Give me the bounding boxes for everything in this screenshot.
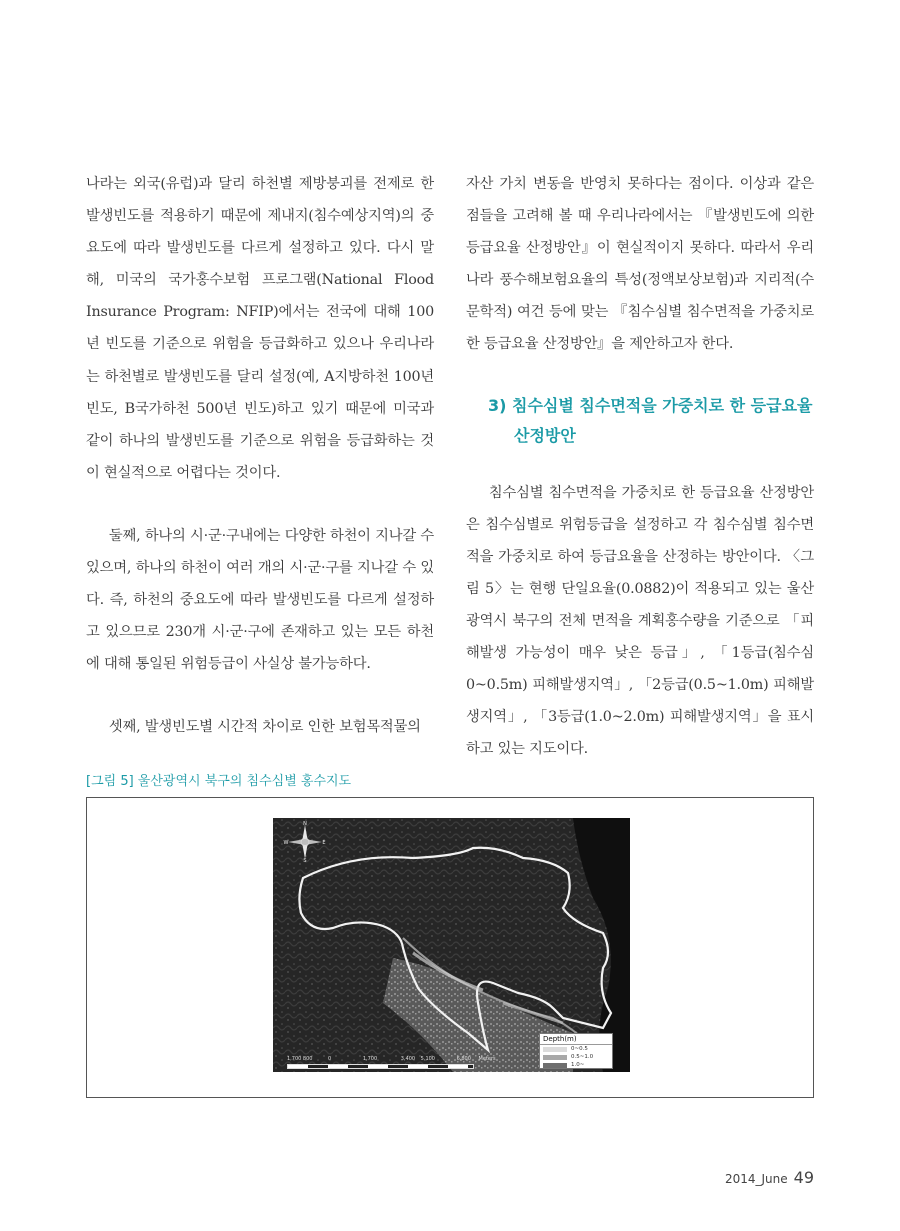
body-paragraph: 셋째, 발생빈도별 시간적 차이로 인한 보험목적물의 bbox=[108, 719, 421, 736]
section-heading bbox=[466, 391, 814, 451]
legend-label: 0~0.5 bbox=[571, 1046, 588, 1052]
map-legend bbox=[539, 1033, 613, 1069]
legend-item bbox=[540, 1061, 612, 1069]
legend-title: Depth(m) bbox=[540, 1034, 612, 1045]
body-paragraph: 둘째, 하나의 시·군·구내에는 다양한 하천이 지나갈 수 있으며, 하나의 하천이 여러 개의 시·군·구를 지나갈 수 있다. 즉, 하천의 중요도에 따라 발생빈도를 다르게 설정하고 있으므로 230개 시·군·구에 존재하고 있는 모든 하천에 대해 통일된 위험등급이 사실상 불가능하다. bbox=[86, 527, 434, 673]
scale-bar-graphic bbox=[287, 1064, 474, 1069]
scale-label: 6,800 bbox=[456, 1056, 471, 1062]
section-heading-line1: 3) 침수심별 침수면적을 가중치로 한 등급요율 bbox=[488, 395, 813, 415]
left-column bbox=[86, 168, 434, 744]
legend-label: 1.0~ bbox=[571, 1062, 585, 1068]
page-footer bbox=[725, 1168, 814, 1187]
figure-frame bbox=[86, 797, 814, 1098]
compass-east-label: E bbox=[322, 840, 326, 846]
body-paragraph: 자산 가치 변동을 반영치 못하다는 점이다. 이상과 같은 점들을 고려해 볼 때 우리나라에서는 『발생빈도에 의한 등급요율 산정방안』이 현실적이지 못하다. 따라서 우리나라 풍수해보험요율의 특성(정액보상보험)과 지리적(수문학적) 여건 등에 맞는 『침수심별 침수면적을 가중치로 한 등급요율 산정방안』을 제안하고자 한다. bbox=[466, 176, 814, 353]
legend-swatch bbox=[543, 1063, 567, 1068]
section-heading-line2: 산정방안 bbox=[514, 425, 576, 445]
scale-label: 1,700 800 bbox=[287, 1056, 313, 1062]
scale-label: Meters bbox=[478, 1056, 496, 1062]
legend-swatch bbox=[543, 1055, 567, 1060]
compass-west-label: W bbox=[283, 840, 289, 846]
body-paragraph: 나라는 외국(유럽)과 달리 하천별 제방붕괴를 전제로 한 발생빈도를 적용하기 때문에 제내지(침수예상지역)의 중요도에 따라 발생빈도를 다르게 설정하고 있다. 다시 말해, 미국의 국가홍수보험 프로그램(National Flood Insurance Program: NFIP)에서는 전국에 대해 100년 빈도를 기준으로 위험을 등급화하고 있으나 우리나라는 하천별로 발생빈도를 달리 설정(예, A지방하천 100년 빈도, B국가하천 500년 빈도)하고 있기 때문에 미국과 같이 하나의 발생빈도를 기준으로 위험을 등급화하는 것이 현실적으로 어렵다는 것이다. bbox=[86, 176, 434, 481]
scale-label: 5,100 bbox=[420, 1056, 435, 1062]
scale-bar bbox=[287, 1056, 537, 1069]
scale-label: 0 bbox=[328, 1056, 332, 1062]
compass-south-label: S bbox=[303, 858, 307, 864]
page-number: 49 bbox=[793, 1168, 814, 1187]
legend-swatch bbox=[543, 1047, 567, 1052]
right-column bbox=[466, 168, 814, 765]
flood-map-image bbox=[273, 818, 630, 1072]
figure-caption: [그림 5] 울산광역시 북구의 침수심별 홍수지도 bbox=[86, 774, 352, 789]
legend-label: 0.5~1.0 bbox=[571, 1054, 594, 1060]
legend-item bbox=[540, 1045, 612, 1053]
scale-label: 1,700 bbox=[362, 1056, 378, 1062]
compass-north-label: N bbox=[303, 821, 307, 827]
legend-item bbox=[540, 1053, 612, 1061]
body-paragraph: 침수심별 침수면적을 가중치로 한 등급요율 산정방안은 침수심별로 위험등급을 설정하고 각 침수심별 침수면적을 가중치로 하여 등급요율을 산정하는 방안이다. 〈그림 5〉는 현행 단일요율(0.0882)이 적용되고 있는 울산광역시 북구의 전체 면적을 계획홍수량을 기준으로 「피해발생 가능성이 매우 낮은 등급」, 「1등급(침수심 0~0.5m) 피해발생지역」, 「2등급(0.5~1.0m) 피해발생지역」, 「3등급(1.0~2.0m) 피해발생지역」을 표시하고 있는 지도이다. bbox=[466, 484, 814, 758]
scale-label: 3,400 bbox=[400, 1056, 416, 1062]
issue-date: 2014_June bbox=[724, 1172, 788, 1186]
compass-rose-icon bbox=[285, 822, 325, 862]
